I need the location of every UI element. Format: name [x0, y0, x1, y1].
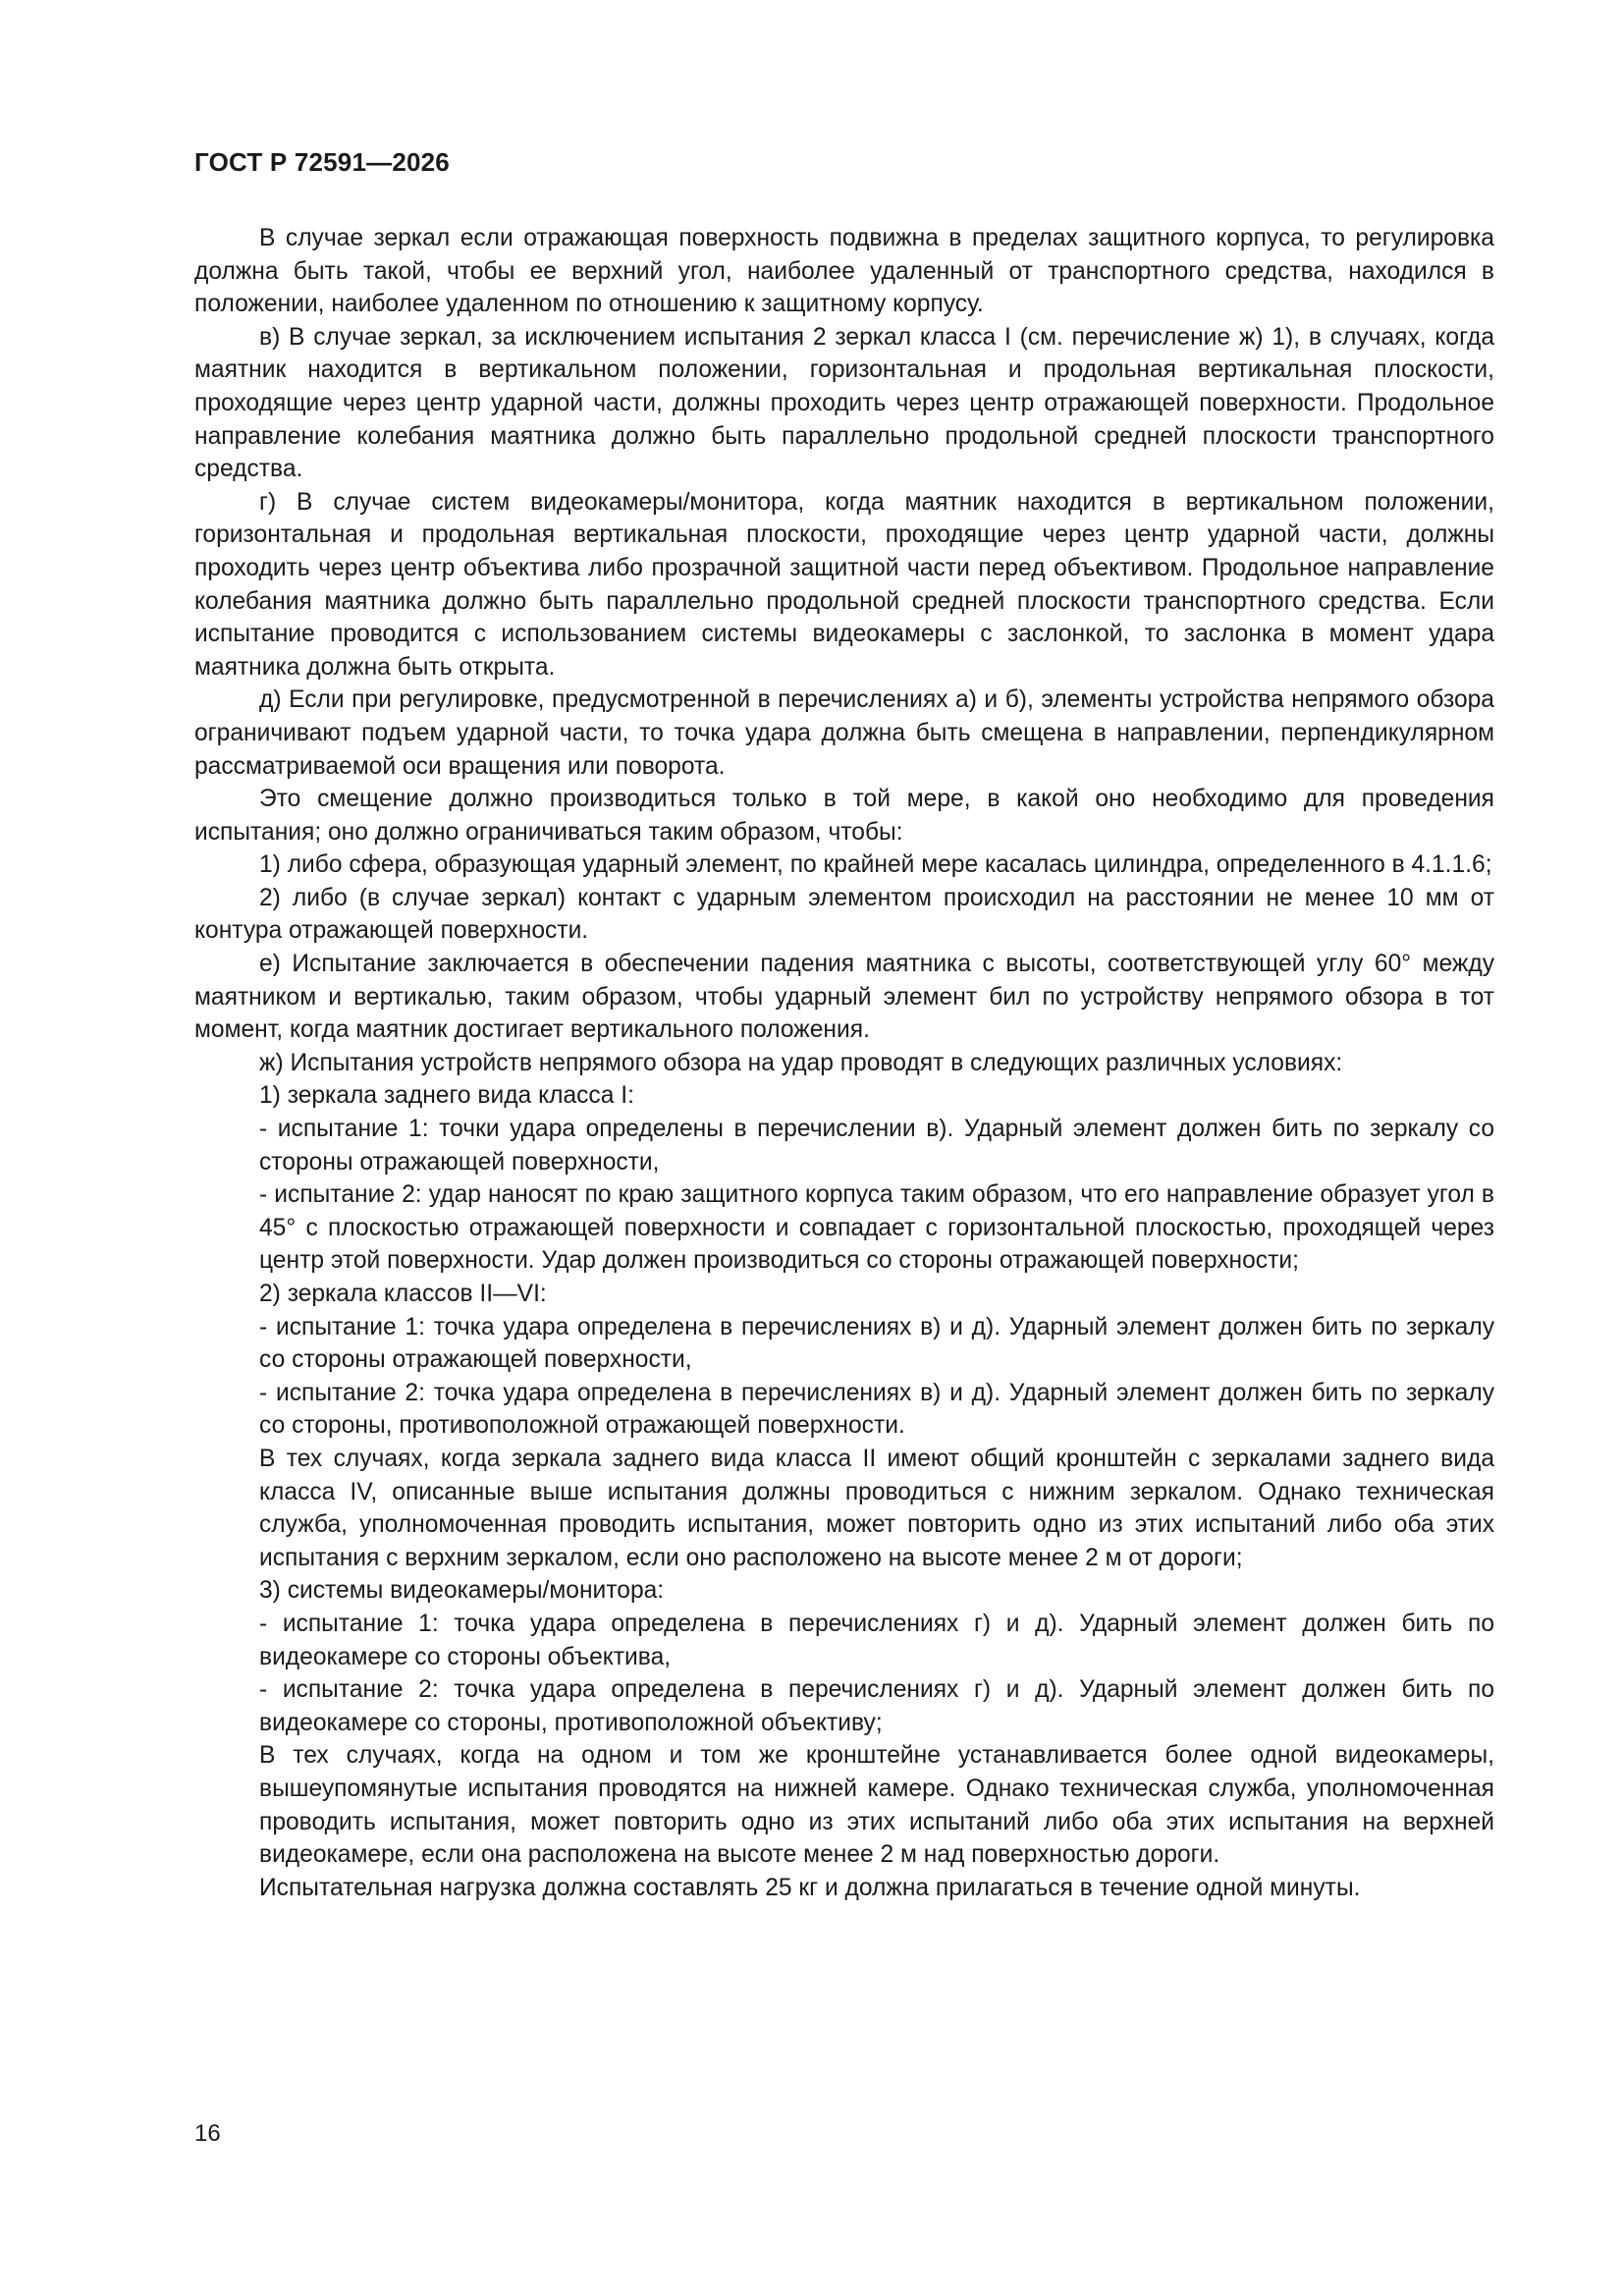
list-item-class-i-test-2: - испытание 2: удар наносят по краю защитного корпуса таким образом, что его направление образует угол в 45° с плоскостью отражающей поверхности и совпадает с горизонтальной плоскостью, проходящей через центр этой поверхности. Удар должен производиться со стороны отражающей поверхности; [259, 1181, 1494, 1275]
paragraph-shared-bracket-mirrors: В тех случаях, когда зеркала заднего вида класса II имеют общий кронштейн с зеркалами заднего вида класса IV, описанные выше испытания должны проводиться с нижним зеркалом. Однако техническая служба, уполномоченная проводить испытания, может повторить одно из этих испытаний либо оба этих испытания с верхним зеркалом, если оно расположено на высоте менее 2 м от дороги; [259, 1445, 1494, 1571]
document-body [194, 222, 1494, 1904]
list-item-camera-test-2: - испытание 2: точка удара определена в перечислениях г) и д). Ударный элемент должен бить по видеокамере со стороны, противоположной объективу; [259, 1676, 1494, 1736]
paragraph-item-zh: ж) Испытания устройств непрямого обзора на удар проводят в следующих различных условиях: [259, 1049, 1343, 1076]
list-item-camera-systems: 3) системы видеокамеры/монитора: [259, 1577, 665, 1605]
paragraph-offset: Это смещение должно производиться только в той мере, в какой оно необходимо для проведения испытания; оно должно ограничиваться таким образом, чтобы: [194, 786, 1494, 846]
list-item-camera-test-1: - испытание 1: точка удара определена в перечислениях г) и д). Ударный элемент должен бить по видеокамере со стороны объектива, [259, 1610, 1494, 1670]
list-item-offset-2: 2) либо (в случае зеркал) контакт с ударным элементом происходил на расстоянии не менее 10 мм от контура отражающей поверхности. [194, 884, 1494, 945]
page-number: 16 [194, 2120, 221, 2147]
list-item-offset-1: 1) либо сфера, образующая ударный элемент, по крайней мере касалась цилиндра, определенного в 4.1.1.6; [259, 851, 1492, 879]
paragraph-item-g: г) В случае систем видеокамеры/монитора, когда маятник находится в вертикальном положении, горизонтальная и продольная вертикальная плоскости, проходящие через центр ударной части, должны проходить через центр объектива либо прозрачной защитной части перед объективом. Продольное направление колебания маятника должно быть параллельно продольной средней плоскости транспортного средства. Если испытание проводится с использованием системы видеокамеры с заслонкой, то заслонка в момент удара маятника должна быть открыта. [194, 488, 1494, 681]
list-item-classes-ii-vi-test-2: - испытание 2: точка удара определена в перечислениях в) и д). Ударный элемент должен бить по зеркалу со стороны, противоположной отражающей поверхности. [259, 1379, 1494, 1440]
list-item-classes-ii-vi-test-1: - испытание 1: точка удара определена в перечислениях в) и д). Ударный элемент должен бить по зеркалу со стороны отражающей поверхности, [259, 1313, 1494, 1374]
document-header: ГОСТ Р 72591—2026 [194, 147, 450, 177]
paragraph-test-load: Испытательная нагрузка должна составлять 25 кг и должна прилагаться в течение одной минуты. [259, 1874, 1361, 1901]
paragraph-item-e: е) Испытание заключается в обеспечении падения маятника с высоты, соответствующей углу 60° между маятником и вертикалью, таким образом, чтобы ударный элемент бил по устройству непрямого обзора в тот момент, когда маятник достигает вертикального положения. [194, 951, 1494, 1044]
paragraph-item-d: д) Если при регулировке, предусмотренной в перечислениях а) и б), элементы устройства непрямого обзора ограничивают подъем ударной части, то точка удара должна быть смещена в направлении, перпендикулярном рассматриваемой оси вращения или поворота. [194, 686, 1494, 780]
paragraph-item-v: в) В случае зеркал, за исключением испытания 2 зеркал класса I (см. перечисление ж) 1), в случаях, когда маятник находится в вертикальном положении, горизонтальная и продольная вертикальная плоскости, проходящие через центр ударной части, должны проходить через центр отражающей поверхности. Продольное направление колебания маятника должно быть параллельно продольной средней плоскости транспортного средства. [194, 323, 1494, 483]
paragraph-mirror-adjustment: В случае зеркал если отражающая поверхность подвижна в пределах защитного корпуса, то регулировка должна быть такой, чтобы ее верхний угол, наиболее удаленный от транспортного средства, находился в положении, наиболее удаленном по отношению к защитному корпусу. [194, 225, 1494, 318]
paragraph-shared-bracket-cameras: В тех случаях, когда на одном и том же кронштейне устанавливается более одной видеокамеры, вышеупомянутые испытания проводятся на нижней камере. Однако техническая служба, уполномоченная проводить испытания, может повторить одно из этих испытаний либо оба этих испытания на верхней видеокамере, если она расположена на высоте менее 2 м над поверхностью дороги. [259, 1742, 1494, 1869]
list-item-class-i-test-1: - испытание 1: точки удара определены в перечислении в). Ударный элемент должен бить по зеркалу со стороны отражающей поверхности, [259, 1116, 1494, 1175]
list-item-class-i: 1) зеркала заднего вида класса I: [259, 1082, 634, 1110]
list-item-classes-ii-vi: 2) зеркала классов II—VI: [259, 1281, 547, 1307]
